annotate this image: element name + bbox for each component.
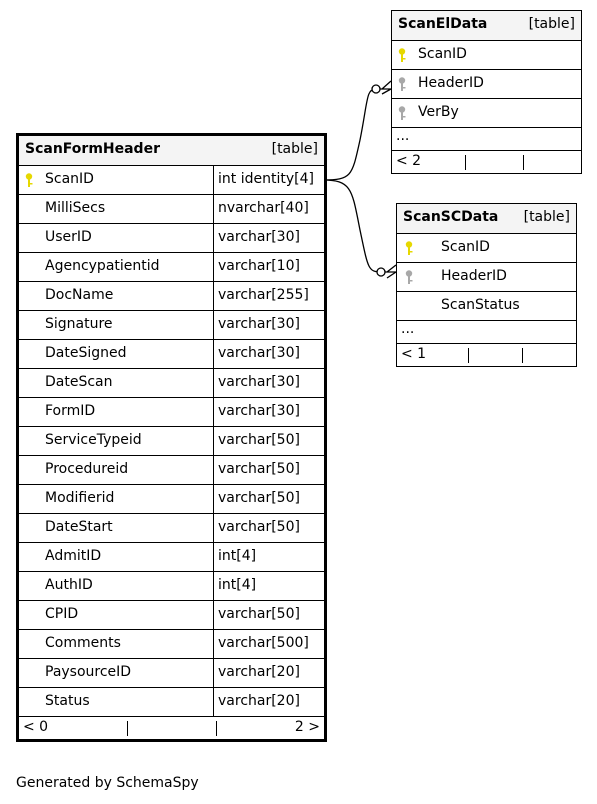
footer-divider: [465, 155, 466, 170]
table-name: ScanFormHeader: [25, 141, 160, 157]
table-kind: [table]: [528, 16, 575, 32]
column-name: FormID: [45, 403, 96, 419]
column-type: varchar[20]: [213, 688, 300, 716]
table-header: [397, 204, 576, 234]
column-row[interactable]: [19, 427, 324, 456]
column-row[interactable]: [19, 572, 324, 601]
column-row[interactable]: [397, 234, 576, 263]
column-type: int identity[4]: [213, 166, 314, 194]
table-kind: [table]: [523, 209, 570, 225]
crowfoot-scaneldata: [372, 81, 391, 94]
relation-line-scanformheader-scanscdata: [323, 180, 381, 272]
column-row[interactable]: [19, 543, 324, 572]
table-kind: [table]: [271, 141, 318, 157]
column-name: DateSigned: [45, 345, 127, 361]
column-name: DateStart: [45, 519, 113, 535]
column-type: varchar[50]: [213, 427, 300, 455]
column-name: ScanID: [418, 46, 467, 62]
column-type: varchar[20]: [213, 659, 300, 687]
ellipsis-text: ...: [401, 321, 415, 337]
column-type: varchar[50]: [213, 514, 300, 542]
column-row[interactable]: [19, 398, 324, 427]
primary-key-icon: [23, 172, 39, 188]
column-type: varchar[30]: [213, 398, 300, 426]
column-row[interactable]: [19, 253, 324, 282]
column-row[interactable]: [397, 263, 576, 292]
column-row[interactable]: [19, 282, 324, 311]
column-name: Comments: [45, 635, 121, 651]
column-name: HeaderID: [441, 268, 507, 284]
column-type: varchar[500]: [213, 630, 309, 658]
column-name: Status: [45, 693, 90, 709]
footer-right: 2 >: [294, 719, 320, 735]
footer-divider: [523, 155, 524, 170]
column-row[interactable]: [392, 70, 581, 99]
column-type: int[4]: [213, 572, 256, 600]
column-type: varchar[255]: [213, 282, 309, 310]
column-name: ScanID: [441, 239, 490, 255]
column-type: varchar[30]: [213, 369, 300, 397]
column-row[interactable]: [19, 601, 324, 630]
column-name: ScanID: [45, 171, 94, 187]
foreign-key-icon: [396, 76, 412, 92]
column-row[interactable]: [19, 456, 324, 485]
column-row[interactable]: [19, 195, 324, 224]
column-name: Signature: [45, 316, 113, 332]
column-name: VerBy: [418, 104, 459, 120]
column-name: AuthID: [45, 577, 93, 593]
column-name: ServiceTypeid: [45, 432, 142, 448]
column-name: AdmitID: [45, 548, 102, 564]
table-scaneldata[interactable]: [391, 10, 582, 174]
column-row[interactable]: [19, 514, 324, 543]
column-name: MilliSecs: [45, 200, 106, 216]
column-type: nvarchar[40]: [213, 195, 309, 223]
foreign-key-icon: [396, 105, 412, 121]
column-name: UserID: [45, 229, 92, 245]
column-type: varchar[50]: [213, 456, 300, 484]
table-footer: [397, 344, 576, 366]
column-row[interactable]: [392, 41, 581, 70]
footer-left: < 2: [396, 153, 422, 169]
column-name: CPID: [45, 606, 79, 622]
column-name: Agencypatientid: [45, 258, 160, 274]
ellipsis-text: ...: [396, 128, 410, 144]
footer-divider: [468, 348, 469, 363]
foreign-key-icon: [403, 269, 419, 285]
column-row[interactable]: [19, 630, 324, 659]
footer-divider: [127, 721, 128, 736]
column-row[interactable]: [19, 369, 324, 398]
crowfoot-scanscdata: [377, 265, 396, 278]
table-footer: [392, 151, 581, 173]
column-name: Modifierid: [45, 490, 115, 506]
column-row[interactable]: [392, 99, 581, 128]
more-columns: [392, 128, 581, 151]
table-header: [392, 11, 581, 41]
column-row[interactable]: [19, 659, 324, 688]
column-row[interactable]: [19, 340, 324, 369]
footer-divider: [522, 348, 523, 363]
table-name: ScanElData: [398, 16, 488, 32]
column-row[interactable]: [397, 292, 576, 321]
column-type: varchar[10]: [213, 253, 300, 281]
column-type: varchar[50]: [213, 601, 300, 629]
primary-key-icon: [403, 240, 419, 256]
generated-by-caption: Generated by SchemaSpy: [16, 775, 199, 791]
column-name: DocName: [45, 287, 114, 303]
column-row[interactable]: [19, 224, 324, 253]
footer-left: < 1: [401, 346, 427, 362]
column-type: varchar[50]: [213, 485, 300, 513]
table-scanscdata[interactable]: [396, 203, 577, 367]
footer-divider: [216, 721, 217, 736]
footer-left: < 0: [23, 719, 49, 735]
column-row[interactable]: [19, 311, 324, 340]
column-name: ScanStatus: [441, 297, 520, 313]
relation-line-scanfomheader-scaneldata: [323, 89, 376, 180]
more-columns: [397, 321, 576, 344]
column-type: varchar[30]: [213, 340, 300, 368]
table-name: ScanSCData: [403, 209, 499, 225]
column-type: varchar[30]: [213, 311, 300, 339]
table-footer: [19, 717, 324, 739]
table-scanformheader[interactable]: [16, 133, 327, 742]
column-row[interactable]: [19, 688, 324, 717]
column-row[interactable]: [19, 166, 324, 195]
column-type: varchar[30]: [213, 224, 300, 252]
column-name: Procedureid: [45, 461, 129, 477]
column-name: HeaderID: [418, 75, 484, 91]
primary-key-icon: [396, 47, 412, 63]
column-row[interactable]: [19, 485, 324, 514]
column-type: int[4]: [213, 543, 256, 571]
column-name: PaysourceID: [45, 664, 132, 680]
table-header: [19, 136, 324, 166]
column-name: DateScan: [45, 374, 113, 390]
